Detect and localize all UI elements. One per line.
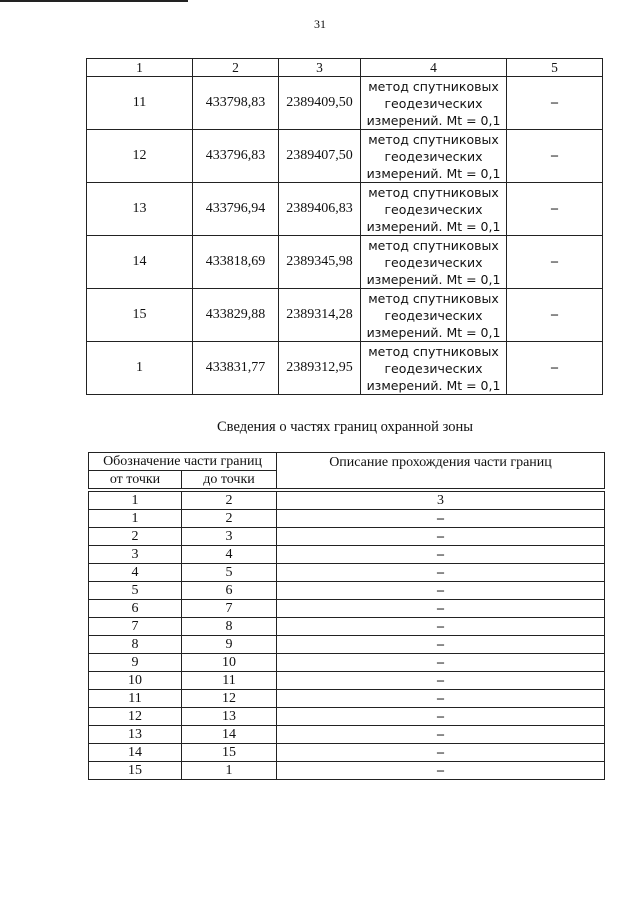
table-row: [89, 672, 605, 690]
numbering-cell: 3: [277, 492, 605, 510]
method-line: геодезических: [384, 254, 483, 270]
parts-table-header-row: [89, 453, 605, 471]
description-cell: –: [277, 762, 605, 780]
description-cell: –: [277, 636, 605, 654]
method-line: измерений. Mt = 0,1: [366, 218, 501, 234]
to-point-cell: 13: [182, 708, 277, 726]
table-row: [89, 582, 605, 600]
description-cell: –: [277, 582, 605, 600]
description-cell: –: [277, 690, 605, 708]
point-cell: 13: [87, 183, 193, 236]
description-cell: –: [277, 546, 605, 564]
from-point-cell: 3: [89, 546, 182, 564]
method-line: измерений. Mt = 0,1: [366, 112, 501, 128]
table-row: [89, 618, 605, 636]
column-number-1: 1: [87, 59, 193, 77]
from-point-cell: 7: [89, 618, 182, 636]
note-cell: –: [507, 342, 603, 395]
description-cell: –: [277, 510, 605, 528]
note-cell: –: [507, 130, 603, 183]
page-number: 31: [314, 17, 326, 31]
table-row: [87, 183, 603, 236]
from-point-cell: 1: [89, 510, 182, 528]
description-cell: –: [277, 672, 605, 690]
y-coordinate-cell: 2389406,83: [279, 183, 361, 236]
y-coordinate-cell: 2389312,95: [279, 342, 361, 395]
coordinates-table: [86, 58, 603, 395]
numbering-cell: 2: [182, 492, 277, 510]
table-row: [89, 546, 605, 564]
method-line: метод спутниковых: [368, 78, 499, 94]
table-row: [87, 289, 603, 342]
from-point-cell: 2: [89, 528, 182, 546]
from-point-cell: 10: [89, 672, 182, 690]
to-point-cell: 15: [182, 744, 277, 762]
to-point-header: до точки: [182, 471, 277, 489]
method-line: геодезических: [384, 201, 483, 217]
y-coordinate-cell: 2389345,98: [279, 236, 361, 289]
method-line: метод спутниковых: [368, 237, 499, 253]
to-point-cell: 4: [182, 546, 277, 564]
table-row: [87, 236, 603, 289]
description-cell: –: [277, 708, 605, 726]
from-point-cell: 15: [89, 762, 182, 780]
from-point-cell: 5: [89, 582, 182, 600]
method-line: геодезических: [384, 360, 483, 376]
column-number-3: 3: [279, 59, 361, 77]
table-row: [87, 130, 603, 183]
method-line: измерений. Mt = 0,1: [366, 271, 501, 287]
point-cell: 12: [87, 130, 193, 183]
point-cell: 1: [87, 342, 193, 395]
description-cell: –: [277, 600, 605, 618]
to-point-cell: 8: [182, 618, 277, 636]
x-coordinate-cell: 433796,94: [193, 183, 279, 236]
from-point-cell: 6: [89, 600, 182, 618]
table-row: [89, 528, 605, 546]
table-row: [89, 600, 605, 618]
description-cell: –: [277, 726, 605, 744]
boundary-part-designation-header: Обозначение части границ: [89, 453, 277, 471]
method-cell: [361, 342, 507, 395]
x-coordinate-cell: 433798,83: [193, 77, 279, 130]
method-line: метод спутниковых: [368, 131, 499, 147]
table-row: [89, 708, 605, 726]
method-line: геодезических: [384, 307, 483, 323]
to-point-cell: 3: [182, 528, 277, 546]
method-line: измерений. Mt = 0,1: [366, 165, 501, 181]
boundary-parts-table: [88, 452, 605, 780]
top-left-rule: [0, 0, 188, 2]
column-number-4: 4: [361, 59, 507, 77]
method-cell: [361, 236, 507, 289]
note-cell: –: [507, 77, 603, 130]
x-coordinate-cell: 433831,77: [193, 342, 279, 395]
to-point-cell: 6: [182, 582, 277, 600]
table-row: [89, 762, 605, 780]
to-point-cell: 12: [182, 690, 277, 708]
numbering-cell: 1: [89, 492, 182, 510]
to-point-cell: 11: [182, 672, 277, 690]
note-cell: –: [507, 183, 603, 236]
method-line: измерений. Mt = 0,1: [366, 377, 501, 393]
to-point-cell: 7: [182, 600, 277, 618]
method-cell: [361, 130, 507, 183]
to-point-cell: 2: [182, 510, 277, 528]
table-row: [89, 510, 605, 528]
description-cell: –: [277, 744, 605, 762]
table-row: [89, 636, 605, 654]
x-coordinate-cell: 433829,88: [193, 289, 279, 342]
from-point-cell: 8: [89, 636, 182, 654]
method-line: измерений. Mt = 0,1: [366, 324, 501, 340]
to-point-cell: 9: [182, 636, 277, 654]
method-cell: [361, 77, 507, 130]
from-point-cell: 9: [89, 654, 182, 672]
column-number-5: 5: [507, 59, 603, 77]
note-cell: –: [507, 236, 603, 289]
point-cell: 15: [87, 289, 193, 342]
from-point-cell: 13: [89, 726, 182, 744]
method-cell: [361, 183, 507, 236]
from-point-cell: 14: [89, 744, 182, 762]
from-point-cell: 11: [89, 690, 182, 708]
to-point-cell: 10: [182, 654, 277, 672]
method-line: метод спутниковых: [368, 290, 499, 306]
table-row: [89, 726, 605, 744]
x-coordinate-cell: 433818,69: [193, 236, 279, 289]
y-coordinate-cell: 2389314,28: [279, 289, 361, 342]
method-cell: [361, 289, 507, 342]
to-point-cell: 5: [182, 564, 277, 582]
table-row: [87, 342, 603, 395]
description-cell: –: [277, 618, 605, 636]
section-title: Сведения о частях границ охранной зоны: [217, 419, 473, 435]
table-row: [89, 744, 605, 762]
method-line: геодезических: [384, 148, 483, 164]
method-line: геодезических: [384, 95, 483, 111]
from-point-header: от точки: [89, 471, 182, 489]
table-row: [89, 654, 605, 672]
column-number-2: 2: [193, 59, 279, 77]
note-cell: –: [507, 289, 603, 342]
method-line: метод спутниковых: [368, 184, 499, 200]
from-point-cell: 4: [89, 564, 182, 582]
table-row: [89, 690, 605, 708]
from-point-cell: 12: [89, 708, 182, 726]
description-cell: –: [277, 528, 605, 546]
description-cell: –: [277, 654, 605, 672]
parts-table-numbering-row: [89, 492, 605, 510]
to-point-cell: 1: [182, 762, 277, 780]
table-row: [89, 564, 605, 582]
x-coordinate-cell: 433796,83: [193, 130, 279, 183]
coordinates-table-header: [87, 59, 603, 77]
y-coordinate-cell: 2389407,50: [279, 130, 361, 183]
point-cell: 14: [87, 236, 193, 289]
description-cell: –: [277, 564, 605, 582]
boundary-description-header: Описание прохождения части границ: [277, 453, 605, 489]
table-row: [87, 77, 603, 130]
y-coordinate-cell: 2389409,50: [279, 77, 361, 130]
to-point-cell: 14: [182, 726, 277, 744]
method-line: метод спутниковых: [368, 343, 499, 359]
point-cell: 11: [87, 77, 193, 130]
